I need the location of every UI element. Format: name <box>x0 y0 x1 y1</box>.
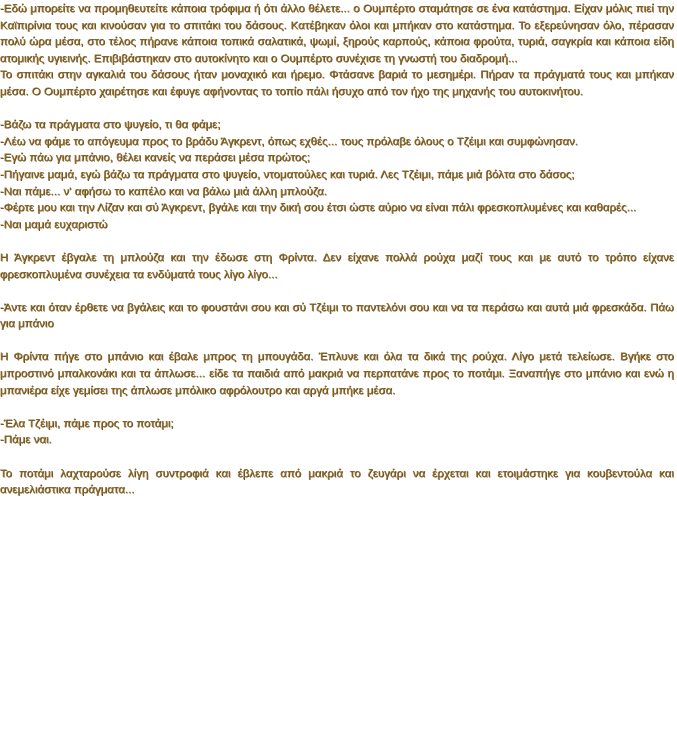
paragraph-forest-house: Το σπιτάκι στην αγκαλιά του δάσους ήταν μοναχικό και ήρεμο. Φτάσανε βαριά το μεσημέρι. Πήραν τα πράγματά τους και μπήκαν μέσα. Ο Ουμπέρτο χαιρέτησε και έφυγε αφήνοντας το τοπίο πάλι ήσυχο από τον ήχο της μηχανής του αυτοκινήτου. <box>0 69 674 98</box>
paragraph-gap <box>0 283 674 300</box>
dialogue-line: -Ναι πάμε... ν' αφήσω το καπέλο και να βάλω μιά άλλη μπλούζα. <box>0 185 328 198</box>
dialogue-line: -Πήγαινε μαμά, εγώ βάζω τα πράγματα στο ψυγείο, ντοματούλες και τυριά. Λες Τζέιμι, πάμε μιά βόλτα στο δάσος; <box>0 168 575 181</box>
dialogue-line: -Πάμε ναι. <box>0 434 52 447</box>
dialogue-line: -Έλα Τζέιμι, πάμε προς το ποτάμι; <box>0 417 174 430</box>
paragraph-gap <box>0 399 674 416</box>
paragraph-river: Το ποτάμι λαχταρούσε λίγη συντροφιά και έβλεπε από μακριά το ζευγάρι να έρχεται και ετοιμάστηκε για κουβεντούλα και ανεμελιάστικα πράγματα... <box>0 467 674 497</box>
paragraph-gap <box>0 333 674 350</box>
paragraph-gap <box>0 101 674 118</box>
dialogue-line: -Φέρτε μου και την Λίζαν και σύ Άγκρεντ, βγάλε και την δική σου έτσι ώστε αύριο να είναι πάλι φρεσκοπλυμένες και καθαρές... <box>0 202 637 215</box>
paragraph-shop-stop: -Εδώ μπορείτε να προμηθευτείτε κάποια τρόφιμα ή ότι άλλο θέλετε... ο Ουμπέρτο σταμάτησε σε ένα κατάστημα. Είχαν μόλις πιεί την Καϊπιρίνια τους και κινούσαν για το σπιτάκι του δάσους. Κατέβηκαν όλοι και μπήκαν στο κατάστημα. Το εξερεύνησαν όλο, πέρασαν πολύ ώρα μέσα, στο τέλος πήρανε κάποια τοπικά σαλατικά, ψωμί, ξηρούς καρπούς, κάποια φρούτα, τυριά, σαγκρία και κάποια είδη ατομικής υγιεινής. Επιβιβάστηκαν στο αυτοκίνητο και ο Ουμπέρτο συνέχισε τη γνωστή του διαδρομή... <box>0 3 674 65</box>
dialogue-line: -Λέω να φάμε το απόγευμα προς το βράδυ Άγκρεντ, όπως εχθές... τους πρόλαβε όλους ο Τζέιμι και συμφώνησαν. <box>0 135 579 148</box>
paragraph-bath: Η Φρίντα πήγε στο μπάνιο και έβαλε μπρος τη μπουγάδα. Έπλυνε και όλα τα δικά της ρούχα. Λίγο μετά τελείωσε. Βγήκε στο μπροστινό μπαλκονάκι και τα άπλωσε... είδε τα παιδιά από μακριά να περπατάνε προς το ποτάμι. Ξαναπήγε στο μπάνιο και ενώ η μπανιέρα είχε γεμίσει της άπλωσε μπόλικο αφρόλουτρο και αργά μπήκε μέσα. <box>0 351 674 397</box>
paragraph-gap <box>0 233 674 250</box>
dialogue-line: -Ναι μαμά ευχαριστώ <box>0 218 108 231</box>
document-body <box>0 1 674 499</box>
dialogue-line: -Άντε και όταν έρθετε να βγάλεις και το φουστάνι σου και σύ Τζέιμι το παντελόνι σου και να τα περάσω και αυτά μιά φρεσκάδα. Πάω για μπάνιο <box>0 301 674 331</box>
paragraph-blouse: Η Άγκρεντ έβγαλε τη μπλούζα και την έδωσε στη Φρίντα. Δεν είχανε πολλά ρούχα μαζί τους και με αυτό το τρόπο είχανε φρεσκοπλυμένα συνέχεια τα ενδύματά τους λίγο λίγο... <box>0 251 674 281</box>
paragraph-gap <box>0 449 674 466</box>
dialogue-line: -Βάζω τα πράγματα στο ψυγείο, τι θα φάμε; <box>0 119 221 132</box>
dialogue-line: -Εγώ πάω για μπάνιο, θέλει κανείς να περάσει μέσα πρώτος; <box>0 152 311 165</box>
